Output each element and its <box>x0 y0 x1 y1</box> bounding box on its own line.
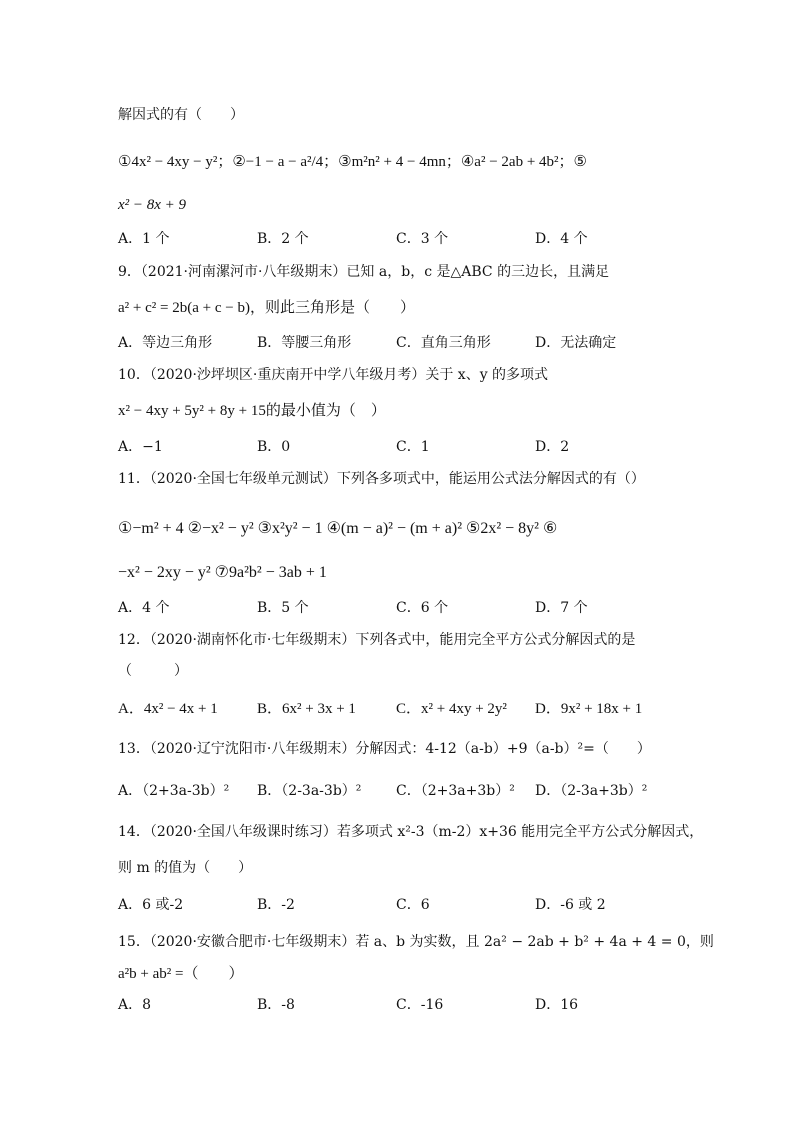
q8-option-b: B．2 个 <box>257 231 309 247</box>
q13-option-a: A．（2+3a-3b）² <box>118 783 230 799</box>
q9-condition: a² + c² = 2b(a + c − b)，则此三角形是（ ） <box>118 300 415 316</box>
q10-option-c: C．1 <box>396 439 430 455</box>
q15-option-b: B．-8 <box>257 997 295 1013</box>
q13-stem: 13．（2020·辽宁沈阳市·八年级期末）分解因式：4-12（a-b）+9（a-b）²=（ ） <box>118 741 651 757</box>
q14-option-c: C．6 <box>396 897 430 913</box>
q14-tail: 则 m 的值为（ ） <box>118 860 253 876</box>
q11-option-a: A．4 个 <box>118 600 170 616</box>
q13-option-c: C．（2+3a+3b）² <box>396 783 515 799</box>
q8-option-d: D．4 个 <box>535 231 588 247</box>
q9-option-a: A．等边三角形 <box>118 335 213 351</box>
q10-stem: 10．（2020·沙坪坝区·重庆南开中学八年级月考）关于 x、y 的多项式 <box>118 367 549 383</box>
q15-expression: a²b + ab² =（ ） <box>118 966 244 982</box>
q8-option-a: A．1 个 <box>118 231 170 247</box>
q8-item5: x² − 8x + 9 <box>118 197 187 213</box>
q11-items: ①−m² + 4 ②−x² − y² ③x²y² − 1 ④(m − a)² − (m + a)² ⑤2x² − 8y² ⑥ <box>118 520 558 537</box>
q9-stem: 9．（2021·河南漯河市·八年级期末）已知 a，b，c 是△ABC 的三边长，且满足 <box>118 264 610 280</box>
q10-option-a: A．−1 <box>118 439 163 455</box>
q12-option-a: A．4x² − 4x + 1 <box>118 701 218 717</box>
q14-option-b: B．-2 <box>257 897 295 913</box>
q11-stem: 11．（2020·全国七年级单元测试）下列各多项式中，能运用公式法分解因式的有（） <box>118 471 645 487</box>
q11-items-continued: −x² − 2xy − y² ⑦9a²b² − 3ab + 1 <box>118 564 327 581</box>
q11-option-c: C．6 个 <box>396 600 449 616</box>
q10-polynomial: x² − 4xy + 5y² + 8y + 15的最小值为（ ） <box>118 403 386 419</box>
q12-option-b: B．6x² + 3x + 1 <box>257 701 356 717</box>
q8-option-c: C．3 个 <box>396 231 449 247</box>
q14-stem: 14．（2020·全国八年级课时练习）若多项式 x²-3（m-2）x+36 能用完全平方公式分解因式， <box>118 824 704 840</box>
q8-items: ①4x² − 4xy − y²；②−1 − a − a²/4；③m²n² + 4 − 4mn；④a² − 2ab + 4b²；⑤ <box>118 154 587 170</box>
q13-option-d: D．（2-3a+3b）² <box>535 783 648 799</box>
q14-option-a: A．6 或-2 <box>118 897 184 913</box>
q10-option-b: B．0 <box>257 439 291 455</box>
q12-answer-paren: （ ） <box>118 663 188 679</box>
q13-option-b: B．（2-3a-3b）² <box>257 783 362 799</box>
q15-option-c: C．-16 <box>396 997 444 1013</box>
q9-option-b: B．等腰三角形 <box>257 335 352 351</box>
q14-option-d: D．-6 或 2 <box>535 897 606 913</box>
q15-option-a: A．8 <box>118 997 152 1013</box>
q12-stem: 12．（2020·湖南怀化市·七年级期末）下列各式中，能用完全平方公式分解因式的是 <box>118 632 636 648</box>
q15-option-d: D．16 <box>535 997 579 1013</box>
q10-option-d: D．2 <box>535 439 570 455</box>
q11-option-b: B．5 个 <box>257 600 309 616</box>
q12-option-c: C．x² + 4xy + 2y² <box>396 701 507 717</box>
q12-option-d: D．9x² + 18x + 1 <box>535 701 643 717</box>
q9-option-d: D．无法确定 <box>535 335 617 351</box>
q9-option-c: C．直角三角形 <box>396 335 491 351</box>
q8-stem-tail: 解因式的有（ ） <box>118 107 244 123</box>
q15-stem: 15．（2020·安徽合肥市·七年级期末）若 a、b 为实数，且 2a² − 2ab + b² + 4a + 4 = 0，则 <box>118 934 714 950</box>
q11-option-d: D．7 个 <box>535 600 588 616</box>
